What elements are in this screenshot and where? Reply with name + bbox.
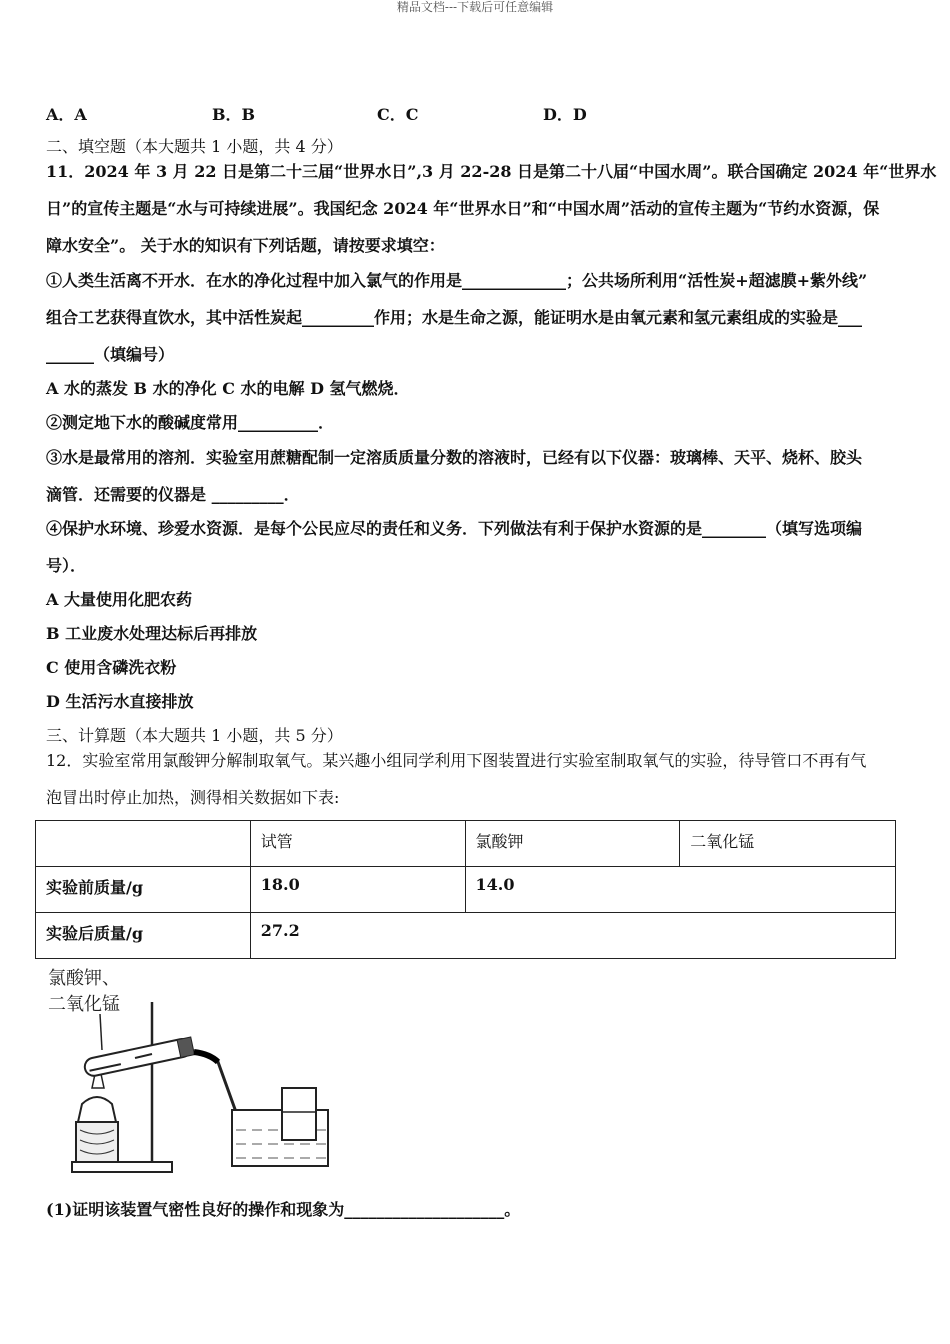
table-cell — [36, 821, 251, 867]
wood-block — [76, 1122, 118, 1162]
q11-line: 号）． — [46, 556, 87, 575]
q12-sub1: (1)证明该装置气密性良好的操作和现象为____________________。 — [46, 1200, 521, 1219]
data-table — [35, 820, 896, 959]
q11-line: 障水安全”。 关于水的知识有下列话题，请按要求填空： — [46, 236, 445, 255]
alcohol-lamp — [78, 1097, 116, 1122]
page-header: 精品文档---下载后可任意编辑 — [396, 0, 554, 14]
arrow-line — [100, 1014, 102, 1050]
apparatus-figure — [40, 962, 340, 1192]
q11-line: ③水是最常用的溶剂．实验室用蔗糖配制一定溶质质量分数的溶液时，已经有以下仪器：玻璃棒、天平、烧杯、胶头 — [46, 448, 863, 467]
q11-line: ①人类生活离不开水．在水的净化过程中加入氯气的作用是_____________；公共场所利用“活性炭+超滤膜+紫外线” — [46, 271, 868, 290]
q11-line: ②测定地下水的酸碱度常用__________． — [46, 413, 335, 432]
q11-line: 滴管．还需要的仪器是 _________． — [46, 485, 300, 504]
q11-line: A 水的蒸发 B 水的净化 C 水的电解 D 氢气燃烧． — [46, 379, 410, 398]
section2-title: 二、填空题（本大题共 1 小题，共 4 分） — [46, 137, 343, 156]
table-row — [36, 913, 896, 959]
q11-line: 组合工艺获得直饮水，其中活性炭起_________作用；水是生命之源，能证明水是由氧元素和氢元素组成的实验是___ — [46, 308, 863, 327]
table-header-mno2: 二氧化锰 — [680, 821, 896, 867]
q11-line: ④保护水环境、珍爱水资源．是每个公民应尽的责任和义务．下列做法有利于保护水资源的是________（填写选项编 — [46, 519, 863, 538]
figure-label-reagents: 氯酸钾、 — [48, 968, 120, 989]
option-a: A．A — [46, 105, 87, 124]
q11-line: C 使用含磷洗衣粉 — [46, 658, 177, 677]
q11-line: A 大量使用化肥农药 — [46, 590, 192, 609]
stand-base — [72, 1162, 172, 1172]
option-d: D．D — [543, 105, 587, 124]
q12-line: 12．实验室常用氯酸钾分解制取氧气。某兴趣小组同学利用下图装置进行实验室制取氧气的实验，待导管口不再有气 — [46, 751, 867, 770]
option-b: B．B — [212, 105, 256, 124]
q11-line: B 工业废水处理达标后再排放 — [46, 624, 258, 643]
figure-label-catalyst: 二氧化锰 — [48, 994, 120, 1015]
table-cell: 实验后质量/g — [36, 913, 251, 959]
table-cell: 18.0 — [250, 867, 465, 913]
collection-bottle — [282, 1088, 316, 1140]
table-header-kclo3: 氯酸钾 — [465, 821, 680, 867]
table-row — [36, 867, 896, 913]
q11-line: 日”的宣传主题是“水与可持续进展”。我国纪念 2024 年“世界水日”和“中国水周”活动的宣传主题为“节约水资源，保 — [46, 199, 880, 218]
table-cell: 14.0 — [465, 867, 895, 913]
section3-title: 三、计算题（本大题共 1 小题，共 5 分） — [46, 726, 343, 745]
q11-line: D 生活污水直接排放 — [46, 692, 194, 711]
q11-line: 11．2024 年 3 月 22 日是第二十三届“世界水日”,3 月 22-28 日是第二十八届“中国水周”。联合国确定 2024 年“世界水 — [46, 162, 937, 181]
table-cell: 27.2 — [250, 913, 895, 959]
q12-line: 泡冒出时停止加热，测得相关数据如下表: — [46, 788, 340, 807]
table-header-test-tube: 试管 — [250, 821, 465, 867]
table-cell: 实验前质量/g — [36, 867, 251, 913]
table-header-row — [36, 821, 896, 867]
option-c: C．C — [377, 105, 419, 124]
q11-line: ______（填编号） — [46, 345, 175, 364]
